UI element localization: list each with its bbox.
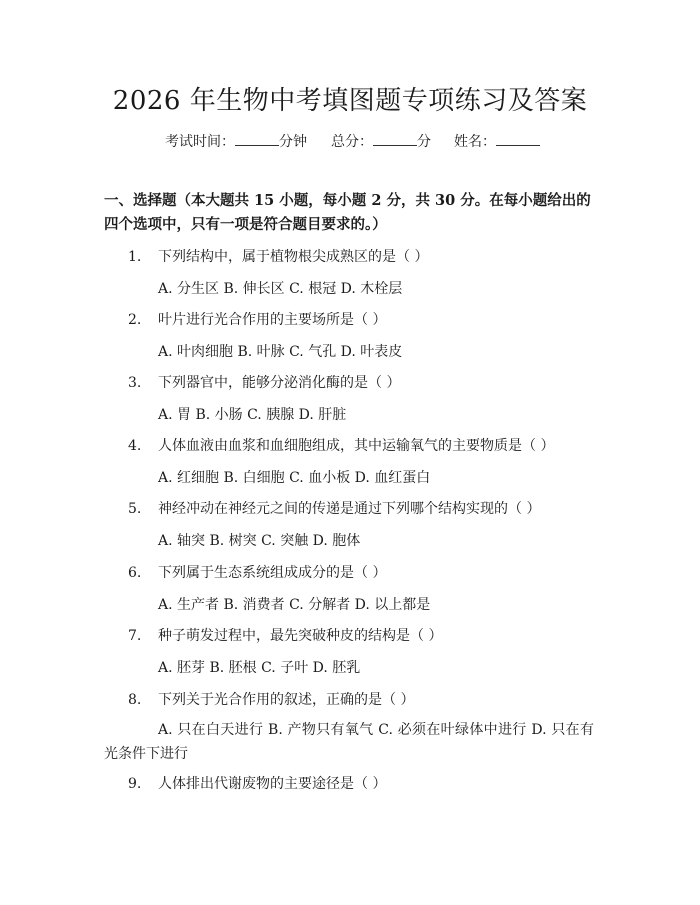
question-text: 下列关于光合作用的叙述，正确的是（ ） [158, 692, 415, 708]
student-name-blank[interactable] [496, 133, 540, 146]
question-8 [128, 689, 414, 709]
question-number: 5. [128, 501, 142, 517]
question-number: 7. [128, 628, 142, 644]
question-number: 1. [128, 249, 142, 265]
question-number: 4. [128, 438, 142, 454]
question-7 [128, 625, 442, 645]
student-name-field [454, 131, 540, 151]
question-4-options: A. 红细胞 B. 白细胞 C. 血小板 D. 血红蛋白 [158, 470, 431, 486]
question-7-options: A. 胚芽 B. 胚根 C. 子叶 D. 胚乳 [158, 660, 361, 676]
section-heading: 一、选择题（本大题共 15 小题，每小题 2 分，共 30 分。在每小题给出的四个选项中，只有一项是符合题目要求的。） [104, 192, 591, 233]
total-score-label: 总分： [331, 134, 373, 150]
exam-time-label: 考试时间： [165, 134, 235, 150]
exam-title: 2026 年生物中考填图题专项练习及答案 [112, 86, 588, 116]
question-6-options: A. 生产者 B. 消费者 C. 分解者 D. 以上都是 [158, 597, 431, 613]
question-text: 人体排出代谢废物的主要途径是（ ） [158, 776, 387, 792]
question-6 [128, 562, 386, 582]
total-score-blank[interactable] [373, 133, 417, 146]
question-5 [128, 498, 540, 518]
question-9 [128, 773, 386, 793]
exam-time-field [165, 131, 307, 151]
question-1 [128, 246, 428, 266]
exam-time-blank[interactable] [235, 133, 279, 146]
question-3-options: A. 胃 B. 小肠 C. 胰腺 D. 肝脏 [158, 407, 347, 423]
question-2-options: A. 叶肉细胞 B. 叶脉 C. 气孔 D. 叶表皮 [158, 344, 403, 360]
total-score-field [331, 131, 431, 151]
question-number: 9. [128, 776, 142, 792]
question-2 [128, 309, 386, 329]
question-number: 3. [128, 375, 142, 391]
question-text: 人体血液由血浆和血细胞组成，其中运输氧气的主要物质是（ ） [158, 438, 555, 454]
question-text: 下列结构中，属于植物根尖成熟区的是（ ） [158, 249, 429, 265]
question-text: 种子萌发过程中，最先突破种皮的结构是（ ） [158, 628, 443, 644]
question-4 [128, 435, 554, 455]
question-text: 下列器官中，能够分泌消化酶的是（ ） [158, 375, 401, 391]
question-text: 神经冲动在神经元之间的传递是通过下列哪个结构实现的（ ） [158, 501, 541, 517]
exam-time-unit: 分钟 [279, 134, 307, 150]
question-number: 2. [128, 312, 142, 328]
question-number: 6. [128, 565, 142, 581]
question-text: 下列属于生态系统组成成分的是（ ） [158, 565, 387, 581]
question-number: 8. [128, 692, 142, 708]
question-1-options: A. 分生区 B. 伸长区 C. 根冠 D. 木栓层 [158, 281, 403, 297]
question-8-options: A. 只在白天进行 B. 产物只有氧气 C. 必须在叶绿体中进行 D. 只在有光条件下进行 [104, 722, 594, 762]
total-score-unit: 分 [417, 134, 431, 150]
student-name-label: 姓名： [454, 134, 496, 150]
question-5-options: A. 轴突 B. 树突 C. 突触 D. 胞体 [158, 533, 361, 549]
question-text: 叶片进行光合作用的主要场所是（ ） [158, 312, 387, 328]
question-3 [128, 372, 400, 392]
